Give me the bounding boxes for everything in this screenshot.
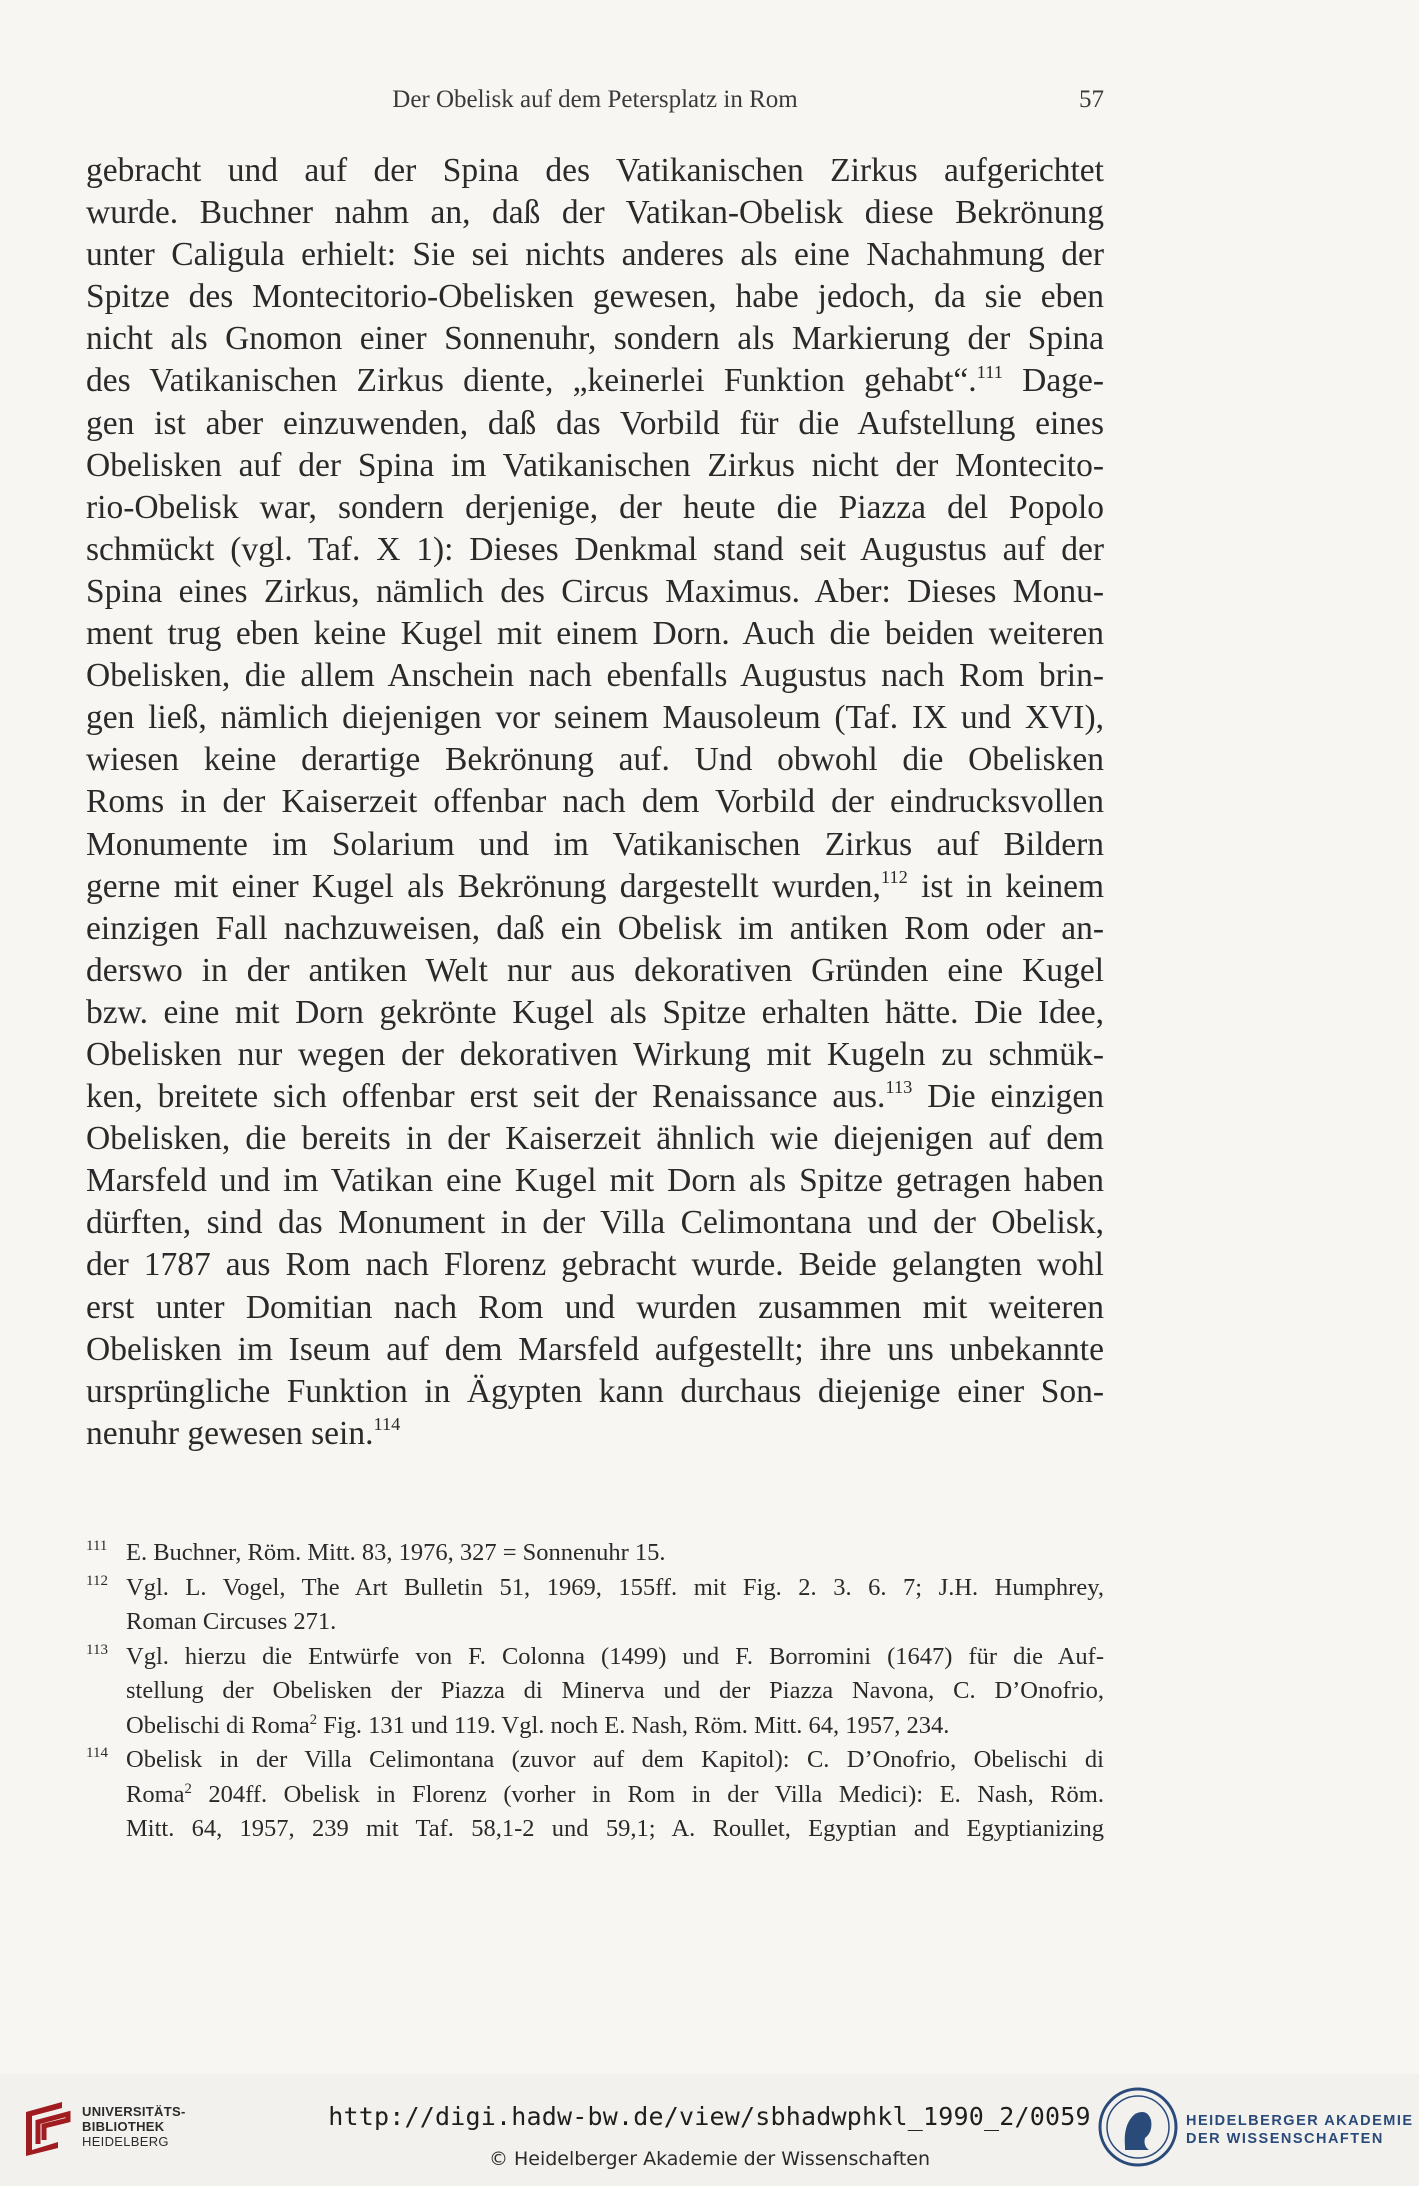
source-url-link[interactable]: http://digi.hadw-bw.de/view/sbhadwphkl_1990_2/0059 — [328, 2102, 1091, 2131]
text-line: ment trug eben keine Kugel mit einem Dorn. Auch die beiden weiteren — [86, 615, 1104, 653]
academy-seal-icon — [1095, 2084, 1181, 2170]
footnote-111 — [86, 1536, 1104, 1571]
page-number: 57 — [1079, 86, 1104, 113]
footnote-number: 112 — [86, 1572, 108, 1589]
footnote-line: Obelischi di Roma$^2$ Fig. 131 und 119. Vgl. noch E. Nash, Röm. Mitt. 64, 1957, 234. — [126, 1711, 950, 1739]
text-line: des Vatikanischen Zirkus diente, „keinerlei Funktion gehabt“.$^{111}$ Dage- — [86, 361, 1104, 400]
footnote-ref-112[interactable]: 112 — [880, 866, 908, 887]
text-line: gen ist aber einzuwenden, daß das Vorbild für die Aufstellung eines — [86, 404, 1104, 442]
text-line: gerne mit einer Kugel als Bekrönung dargestellt wurden,$^{112}$ ist in keinem — [86, 866, 1105, 905]
text-line: Obelisken, die bereits in der Kaiserzeit ähnlich wie diejenigen auf dem — [86, 1120, 1104, 1158]
text-line: Roms in der Kaiserzeit offenbar nach dem Vorbild der eindrucksvollen — [86, 783, 1104, 821]
footnote-number: 111 — [86, 1538, 108, 1554]
text-line: der 1787 aus Rom nach Florenz gebracht wurde. Beide gelangten wohl — [86, 1246, 1104, 1284]
text-line: bzw. eine mit Dorn gekrönte Kugel als Spitze erhalten hätte. Die Idee, — [86, 993, 1104, 1031]
text-line: schmückt (vgl. Taf. X 1): Dieses Denkmal stand seit Augustus auf der — [86, 530, 1104, 568]
footnote-line: Roman Circuses 271. — [126, 1608, 337, 1635]
footnote-line: stellung der Obelisken der Piazza di Minerva und der Piazza Navona, C. D’Onofrio, — [126, 1677, 1104, 1704]
footnote-line: Roma$^2$ 204ff. Obelisk in Florenz (vorher in Rom in der Villa Medici): E. Nash, Röm. — [126, 1780, 1104, 1808]
footnote-ref-113[interactable]: 113 — [885, 1077, 913, 1098]
text-line: Monumente im Solarium und im Vatikanischen Zirkus auf Bildern — [86, 825, 1104, 863]
footnote-113 — [86, 1640, 1104, 1744]
footnote-line: E. Buchner, Röm. Mitt. 83, 1976, 327 = Sonnenuhr 15. — [126, 1539, 666, 1566]
text-line: Spitze des Montecitorio-Obelisken gewesen, habe jedoch, da sie eben — [86, 278, 1104, 316]
text-line: erst unter Domitian nach Rom und wurden zusammen mit weiteren — [86, 1288, 1104, 1326]
main-text — [86, 150, 1104, 1455]
library-name: UNIVERSITÄTS- BIBLIOTHEK HEIDELBERG — [82, 2104, 186, 2149]
footnote-ref-114[interactable]: 114 — [373, 1414, 401, 1434]
copyright-notice: © Heidelberger Akademie der Wissenschaften — [488, 2148, 931, 2170]
text-line: nicht als Gnomon einer Sonnenuhr, sondern als Markierung der Spina — [86, 320, 1104, 358]
text-line: dürften, sind das Monument in der Villa Celimontana und der Obelisk, — [86, 1204, 1104, 1242]
text-line: Obelisken, die allem Anschein nach ebenfalls Augustus nach Rom brin- — [86, 657, 1104, 695]
text-line: unter Caligula erhielt: Sie sei nichts anderes als eine Nachahmung der — [86, 236, 1104, 274]
footnote-line: Obelisk in der Villa Celimontana (zuvor auf dem Kapitol): C. D’Onofrio, Obelischi di — [126, 1746, 1104, 1773]
text-line: wiesen keine derartige Bekrönung auf. Und obwohl die Obelisken — [86, 741, 1104, 779]
text-line: rio-Obelisk war, sondern derjenige, der heute die Piazza del Popolo — [86, 488, 1104, 526]
text-line: derswo in der antiken Welt nur aus dekorativen Gründen eine Kugel — [86, 951, 1104, 989]
text-line: einzigen Fall nachzuweisen, daß ein Obelisk im antiken Rom oder an- — [86, 909, 1104, 947]
footnote-number: 113 — [86, 1641, 108, 1658]
academy-name: HEIDELBERGER AKADEMIE DER WISSENSCHAFTEN — [1186, 2113, 1414, 2147]
footnote-112 — [86, 1571, 1104, 1640]
text-line: Obelisken im Iseum auf dem Marsfeld aufgestellt; ihre uns unbekannte — [86, 1330, 1104, 1368]
footnote-114 — [86, 1743, 1104, 1847]
text-line: gen ließ, nämlich diejenigen vor seinem Mausoleum (Taf. IX und XVI), — [86, 699, 1104, 737]
text-line: Obelisken nur wegen der dekorativen Wirkung mit Kugeln zu schmük- — [86, 1035, 1104, 1073]
footnote-line: Vgl. hierzu die Entwürfe von F. Colonna (1499) und F. Borromini (1647) für die Auf- — [126, 1642, 1104, 1670]
text-line: nenuhr gewesen sein.$^{114}$ — [86, 1414, 401, 1452]
text-line: Spina eines Zirkus, nämlich des Circus Maximus. Aber: Dieses Monu- — [86, 572, 1104, 610]
text-line: gebracht und auf der Spina des Vatikanischen Zirkus aufgerichtet — [86, 152, 1104, 189]
text-line: ursprüngliche Funktion in Ägypten kann durchaus diejenige einer Son- — [86, 1372, 1104, 1410]
footnote-line: Vgl. L. Vogel, The Art Bulletin 51, 1969, 155ff. mit Fig. 2. 3. 6. 7; J.H. Humphrey, — [126, 1573, 1104, 1601]
text-line: Marsfeld und im Vatikan eine Kugel mit Dorn als Spitze getragen haben — [86, 1162, 1104, 1200]
text-line: wurde. Buchner nahm an, daß der Vatikan-Obelisk diese Bekrönung — [86, 194, 1104, 232]
running-header — [86, 86, 1104, 122]
text-line: Obelisken auf der Spina im Vatikanischen Zirkus nicht der Montecito- — [86, 446, 1104, 484]
running-title: Der Obelisk auf dem Petersplatz in Rom — [392, 86, 798, 113]
text-line: ken, breitete sich offenbar erst seit der Renaissance aus.$^{113}$ Die einzigen — [86, 1077, 1104, 1116]
footnote-line: Mitt. 64, 1957, 239 mit Taf. 58,1-2 und 59,1; A. Roullet, Egyptian and Egyptianizing — [126, 1815, 1104, 1842]
digitization-footer — [0, 2074, 1419, 2186]
footnote-ref-111[interactable]: 111 — [976, 361, 1003, 382]
footnotes — [86, 1536, 1104, 1847]
footnote-number: 114 — [86, 1745, 108, 1761]
